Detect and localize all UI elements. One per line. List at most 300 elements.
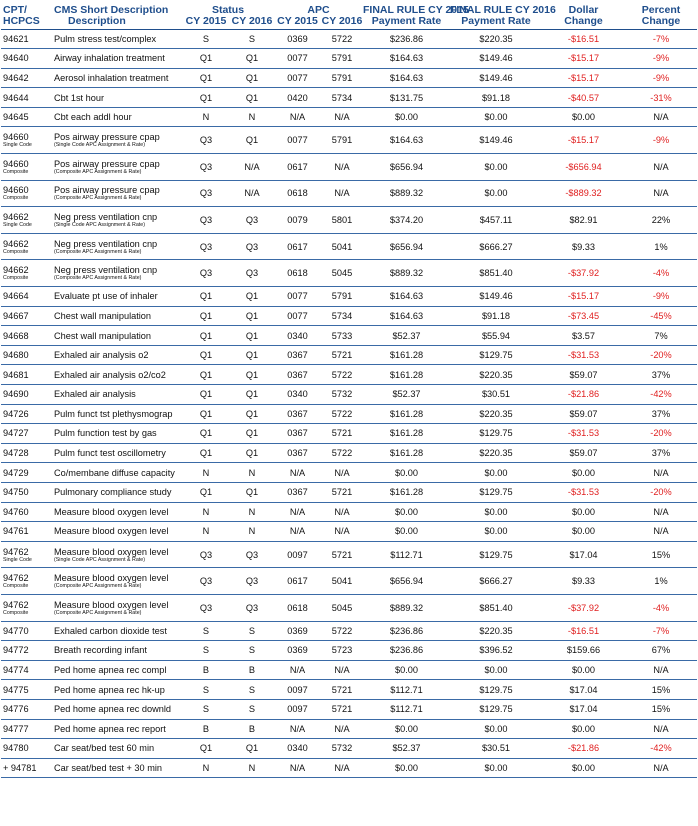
rate-2016-cell: $666.27 [450,568,542,595]
apc-2015-cell: 0618 [274,594,321,621]
apc-2016-cell: 5733 [321,326,363,346]
description-cell: Measure blood oxygen level (Single Code APC Assignment & Rate) [52,541,182,568]
percent-change-cell: 15% [625,541,697,568]
status-2015-cell: Q1 [182,88,230,108]
cpt-code-cell: 94728 [1,443,52,463]
description-cell: Pos airway pressure cpap (Composite APC Assignment & Rate) [52,154,182,181]
description-cell: Pulmonary compliance study [52,482,182,502]
cpt-code-cell: 94660 Single Code [1,127,52,154]
status-2015-cell: Q1 [182,306,230,326]
dollar-change-cell: -$21.86 [542,385,625,405]
rate-2015-cell: $656.94 [363,154,450,181]
rate-2016-cell: $396.52 [450,641,542,661]
table-header [1,0,697,29]
cpt-code-cell: 94777 [1,719,52,739]
apc-2016-cell: 5791 [321,68,363,88]
apc-2016-cell: 5801 [321,207,363,234]
status-2016-cell: Q1 [230,306,274,326]
rate-2015-cell: $889.32 [363,594,450,621]
apc-2016-cell: 5721 [321,699,363,719]
rate-2015-cell: $161.28 [363,365,450,385]
rate-2016-cell: $149.46 [450,49,542,69]
dollar-change-cell: $59.07 [542,404,625,424]
percent-change-cell: -42% [625,385,697,405]
apc-2015-cell: 0367 [274,345,321,365]
rate-2015-cell: $889.32 [363,260,450,287]
dollar-change-cell: -$15.17 [542,68,625,88]
description-cell: Car seat/bed test 60 min [52,739,182,759]
percent-change-cell: -42% [625,739,697,759]
description-cell: Neg press ventilation cnp (Composite APC Assignment & Rate) [52,260,182,287]
rate-2016-cell: $91.18 [450,88,542,108]
dollar-change-cell: -$15.17 [542,287,625,307]
cpt-code-cell: 94662 Composite [1,260,52,287]
apc-2016-cell: 5734 [321,88,363,108]
dollar-change-cell: $0.00 [542,719,625,739]
percent-change-cell: 15% [625,680,697,700]
apc-2016-cell: 5732 [321,385,363,405]
table-row [1,127,697,154]
apc-2016-cell: 5721 [321,482,363,502]
apc-2016-cell: 5045 [321,260,363,287]
header-percent-change: Percent Change [625,0,697,29]
percent-change-cell: N/A [625,522,697,542]
status-2016-cell: Q1 [230,345,274,365]
description-cell: Evaluate pt use of inhaler [52,287,182,307]
percent-change-cell: N/A [625,180,697,207]
apc-2015-cell: N/A [274,107,321,127]
percent-change-cell: 1% [625,233,697,260]
status-2015-cell: Q1 [182,404,230,424]
rate-2015-cell: $0.00 [363,719,450,739]
table-row [1,49,697,69]
dollar-change-cell: -$21.86 [542,739,625,759]
rate-2015-cell: $236.86 [363,621,450,641]
apc-2016-cell: N/A [321,758,363,778]
apc-2016-cell: 5041 [321,233,363,260]
rate-2016-cell: $0.00 [450,107,542,127]
status-2015-cell: N [182,502,230,522]
apc-2015-cell: 0097 [274,699,321,719]
dollar-change-cell: $0.00 [542,502,625,522]
table-row [1,260,697,287]
table-row [1,233,697,260]
apc-2015-cell: 0369 [274,621,321,641]
apc-2015-cell: 0369 [274,641,321,661]
table-row [1,641,697,661]
description-cell: Pos airway pressure cpap (Single Code APC Assignment & Rate) [52,127,182,154]
rate-2016-cell: $220.35 [450,621,542,641]
apc-2015-cell: 0617 [274,233,321,260]
dollar-change-cell: $17.04 [542,541,625,568]
rate-2016-cell: $0.00 [450,463,542,483]
status-2016-cell: Q1 [230,443,274,463]
cpt-code-cell: 94662 Single Code [1,207,52,234]
table-row [1,594,697,621]
percent-change-cell: N/A [625,719,697,739]
header-status: Status CY 2015 CY 2016 [182,0,274,29]
status-2016-cell: Q1 [230,424,274,444]
description-cell: Exhaled air analysis [52,385,182,405]
percent-change-cell: -9% [625,287,697,307]
cpt-code-cell: 94760 [1,502,52,522]
description-cell: Co/membane diffuse capacity [52,463,182,483]
apc-2015-cell: 0097 [274,680,321,700]
table-row [1,541,697,568]
rate-2016-cell: $30.51 [450,385,542,405]
percent-change-cell: -20% [625,424,697,444]
apc-2015-cell: 0077 [274,306,321,326]
apc-2016-cell: N/A [321,154,363,181]
status-2016-cell: Q1 [230,49,274,69]
percent-change-cell: -20% [625,482,697,502]
header-description: CMS Short Description Description [52,0,182,29]
status-2015-cell: Q1 [182,68,230,88]
cpt-code-cell: 94726 [1,404,52,424]
rate-2016-cell: $129.75 [450,482,542,502]
apc-2016-cell: 5722 [321,621,363,641]
table-row [1,660,697,680]
rate-2015-cell: $0.00 [363,107,450,127]
apc-2015-cell: N/A [274,502,321,522]
rate-2015-cell: $164.63 [363,287,450,307]
apc-2016-cell: N/A [321,463,363,483]
table-row [1,463,697,483]
description-cell: Pos airway pressure cpap (Composite APC Assignment & Rate) [52,180,182,207]
apc-2015-cell: 0079 [274,207,321,234]
header-rate-2016: FINAL RULE CY 2016 Payment Rate [450,0,542,29]
dollar-change-cell: $159.66 [542,641,625,661]
description-cell: Neg press ventilation cnp (Single Code APC Assignment & Rate) [52,207,182,234]
cpt-code-cell: 94660 Composite [1,180,52,207]
percent-change-cell: 67% [625,641,697,661]
cpt-code-cell: 94727 [1,424,52,444]
description-cell: Chest wall manipulation [52,306,182,326]
apc-2015-cell: 0618 [274,180,321,207]
status-2016-cell: B [230,660,274,680]
apc-2016-cell: N/A [321,180,363,207]
table-row [1,482,697,502]
apc-2015-cell: 0077 [274,68,321,88]
dollar-change-cell: $0.00 [542,522,625,542]
status-2016-cell: S [230,680,274,700]
rate-2015-cell: $52.37 [363,326,450,346]
status-2016-cell: Q3 [230,260,274,287]
apc-2016-cell: 5791 [321,287,363,307]
status-2015-cell: Q1 [182,326,230,346]
rate-2015-cell: $112.71 [363,680,450,700]
status-2016-cell: Q3 [230,594,274,621]
dollar-change-cell: -$15.17 [542,49,625,69]
cpt-code-cell: 94762 Composite [1,568,52,595]
rate-2016-cell: $0.00 [450,719,542,739]
dollar-change-cell: -$31.53 [542,482,625,502]
description-cell: Aerosol inhalation treatment [52,68,182,88]
rate-2015-cell: $0.00 [363,463,450,483]
percent-change-cell: -9% [625,68,697,88]
percent-change-cell: -45% [625,306,697,326]
rate-2016-cell: $851.40 [450,594,542,621]
cpt-code-cell: 94664 [1,287,52,307]
status-2015-cell: Q3 [182,154,230,181]
table-row [1,758,697,778]
apc-2016-cell: 5791 [321,49,363,69]
status-2016-cell: N [230,758,274,778]
status-2016-cell: Q1 [230,127,274,154]
rate-2016-cell: $220.35 [450,404,542,424]
rate-2016-cell: $851.40 [450,260,542,287]
cpt-code-cell: 94642 [1,68,52,88]
percent-change-cell: N/A [625,107,697,127]
rate-2015-cell: $164.63 [363,306,450,326]
description-cell: Exhaled air analysis o2/co2 [52,365,182,385]
status-2015-cell: Q3 [182,260,230,287]
percent-change-cell: N/A [625,463,697,483]
dollar-change-cell: -$37.92 [542,260,625,287]
rate-2015-cell: $161.28 [363,404,450,424]
description-cell: Airway inhalation treatment [52,49,182,69]
rate-2016-cell: $129.75 [450,680,542,700]
apc-2015-cell: 0077 [274,49,321,69]
rate-2015-cell: $656.94 [363,568,450,595]
description-cell: Measure blood oxygen level (Composite APC Assignment & Rate) [52,568,182,595]
apc-2016-cell: 5721 [321,680,363,700]
percent-change-cell: 22% [625,207,697,234]
dollar-change-cell: -$889.32 [542,180,625,207]
status-2015-cell: S [182,680,230,700]
dollar-change-cell: $17.04 [542,680,625,700]
apc-2015-cell: 0340 [274,739,321,759]
apc-2016-cell: N/A [321,522,363,542]
dollar-change-cell: -$31.53 [542,345,625,365]
status-2015-cell: Q1 [182,443,230,463]
status-2016-cell: S [230,621,274,641]
cpt-code-cell: 94775 [1,680,52,700]
dollar-change-cell: -$31.53 [542,424,625,444]
status-2015-cell: S [182,621,230,641]
status-2015-cell: N [182,522,230,542]
table-row [1,385,697,405]
rate-2015-cell: $164.63 [363,68,450,88]
status-2015-cell: N [182,758,230,778]
percent-change-cell: -4% [625,260,697,287]
rate-2015-cell: $0.00 [363,502,450,522]
apc-2016-cell: 5722 [321,404,363,424]
cpt-code-cell: 94645 [1,107,52,127]
percent-change-cell: -7% [625,621,697,641]
description-cell: Pulm funct tst plethysmograp [52,404,182,424]
percent-change-cell: -4% [625,594,697,621]
status-2016-cell: Q1 [230,68,274,88]
percent-change-cell: 7% [625,326,697,346]
dollar-change-cell: $0.00 [542,660,625,680]
apc-2015-cell: N/A [274,660,321,680]
status-2015-cell: Q3 [182,127,230,154]
dollar-change-cell: -$15.17 [542,127,625,154]
rate-2015-cell: $52.37 [363,385,450,405]
rate-2015-cell: $131.75 [363,88,450,108]
status-2016-cell: N [230,502,274,522]
table-row [1,306,697,326]
apc-2016-cell: 5722 [321,443,363,463]
cpt-code-cell: 94690 [1,385,52,405]
description-cell: Breath recording infant [52,641,182,661]
rate-2016-cell: $129.75 [450,345,542,365]
status-2016-cell: N [230,522,274,542]
rate-2015-cell: $656.94 [363,233,450,260]
rate-2016-cell: $0.00 [450,180,542,207]
apc-2016-cell: 5721 [321,345,363,365]
cpt-code-cell: 94762 Composite [1,594,52,621]
header-apc: APC CY 2015 CY 2016 [274,0,363,29]
dollar-change-cell: -$16.51 [542,621,625,641]
description-cell: Measure blood oxygen level (Composite APC Assignment & Rate) [52,594,182,621]
rate-2015-cell: $889.32 [363,180,450,207]
table-row [1,699,697,719]
apc-2015-cell: 0420 [274,88,321,108]
percent-change-cell: -9% [625,127,697,154]
apc-2016-cell: N/A [321,719,363,739]
rate-2016-cell: $0.00 [450,660,542,680]
cpt-code-cell: 94644 [1,88,52,108]
rate-2015-cell: $161.28 [363,482,450,502]
description-cell: Pulm function test by gas [52,424,182,444]
table-row [1,522,697,542]
rate-2015-cell: $164.63 [363,49,450,69]
status-2016-cell: Q3 [230,541,274,568]
status-2015-cell: Q3 [182,207,230,234]
status-2016-cell: Q1 [230,482,274,502]
percent-change-cell: N/A [625,154,697,181]
apc-2015-cell: 0618 [274,260,321,287]
status-2015-cell: Q1 [182,365,230,385]
rate-2015-cell: $236.86 [363,641,450,661]
dollar-change-cell: $9.33 [542,568,625,595]
rate-2016-cell: $457.11 [450,207,542,234]
rate-2016-cell: $0.00 [450,154,542,181]
rate-2015-cell: $236.86 [363,29,450,49]
apc-2015-cell: 0617 [274,568,321,595]
apc-2016-cell: 5045 [321,594,363,621]
rate-2016-cell: $0.00 [450,502,542,522]
table-row [1,443,697,463]
status-2015-cell: B [182,719,230,739]
description-cell: Cbt each addl hour [52,107,182,127]
apc-2016-cell: 5734 [321,306,363,326]
table-row [1,365,697,385]
status-2016-cell: Q1 [230,287,274,307]
description-cell: Measure blood oxygen level [52,522,182,542]
description-cell: Ped home apnea rec downld [52,699,182,719]
apc-2015-cell: 0097 [274,541,321,568]
dollar-change-cell: -$37.92 [542,594,625,621]
rate-2015-cell: $161.28 [363,443,450,463]
description-cell: Ped home apnea rec hk-up [52,680,182,700]
table-row [1,404,697,424]
apc-2016-cell: N/A [321,107,363,127]
apc-2015-cell: 0367 [274,443,321,463]
dollar-change-cell: -$40.57 [542,88,625,108]
dollar-change-cell: $59.07 [542,365,625,385]
apc-2015-cell: 0340 [274,385,321,405]
table-row [1,107,697,127]
rate-2015-cell: $161.28 [363,345,450,365]
status-2016-cell: N/A [230,154,274,181]
status-2016-cell: Q3 [230,207,274,234]
apc-2015-cell: 0077 [274,127,321,154]
rate-2015-cell: $112.71 [363,699,450,719]
status-2015-cell: Q1 [182,739,230,759]
percent-change-cell: 37% [625,443,697,463]
cpt-code-cell: 94681 [1,365,52,385]
percent-change-cell: -7% [625,29,697,49]
header-dollar-change: Dollar Change [542,0,625,29]
table-row [1,207,697,234]
rate-2016-cell: $149.46 [450,68,542,88]
dollar-change-cell: -$16.51 [542,29,625,49]
rate-2015-cell: $374.20 [363,207,450,234]
status-2015-cell: N [182,107,230,127]
cpt-code-cell: 94729 [1,463,52,483]
cpt-code-cell: 94762 Single Code [1,541,52,568]
status-2016-cell: Q3 [230,233,274,260]
table-row [1,568,697,595]
apc-2016-cell: 5721 [321,541,363,568]
apc-2015-cell: 0367 [274,365,321,385]
table-row [1,621,697,641]
cpt-code-cell: 94761 [1,522,52,542]
header-rate-2015: FINAL RULE CY 2015 Payment Rate [363,0,450,29]
description-cell: Ped home apnea rec report [52,719,182,739]
apc-2016-cell: 5732 [321,739,363,759]
apc-2016-cell: N/A [321,660,363,680]
cpt-code-cell: 94662 Composite [1,233,52,260]
cpt-code-cell: 94750 [1,482,52,502]
apc-2015-cell: 0369 [274,29,321,49]
description-cell: Measure blood oxygen level [52,502,182,522]
apc-2015-cell: 0367 [274,424,321,444]
table-row [1,287,697,307]
table-row [1,719,697,739]
rate-2016-cell: $220.35 [450,29,542,49]
cpt-code-cell: 94668 [1,326,52,346]
percent-change-cell: 1% [625,568,697,595]
cpt-code-cell: 94770 [1,621,52,641]
description-cell: Pulm stress test/complex [52,29,182,49]
percent-change-cell: 37% [625,404,697,424]
table-row [1,88,697,108]
apc-2016-cell: 5721 [321,424,363,444]
apc-2015-cell: N/A [274,719,321,739]
table-row [1,326,697,346]
dollar-change-cell: $59.07 [542,443,625,463]
rate-2015-cell: $0.00 [363,758,450,778]
description-cell: Cbt 1st hour [52,88,182,108]
cpt-code-cell: 94660 Composite [1,154,52,181]
description-cell: Car seat/bed test + 30 min [52,758,182,778]
table-row [1,68,697,88]
dollar-change-cell: $0.00 [542,463,625,483]
status-2016-cell: N/A [230,180,274,207]
description-cell: Neg press ventilation cnp (Composite APC Assignment & Rate) [52,233,182,260]
apc-2015-cell: N/A [274,758,321,778]
rate-2016-cell: $220.35 [450,365,542,385]
dollar-change-cell: $0.00 [542,107,625,127]
header-code: CPT/ HCPCS [1,0,52,29]
status-2015-cell: S [182,641,230,661]
percent-change-cell: -20% [625,345,697,365]
apc-2015-cell: 0367 [274,404,321,424]
